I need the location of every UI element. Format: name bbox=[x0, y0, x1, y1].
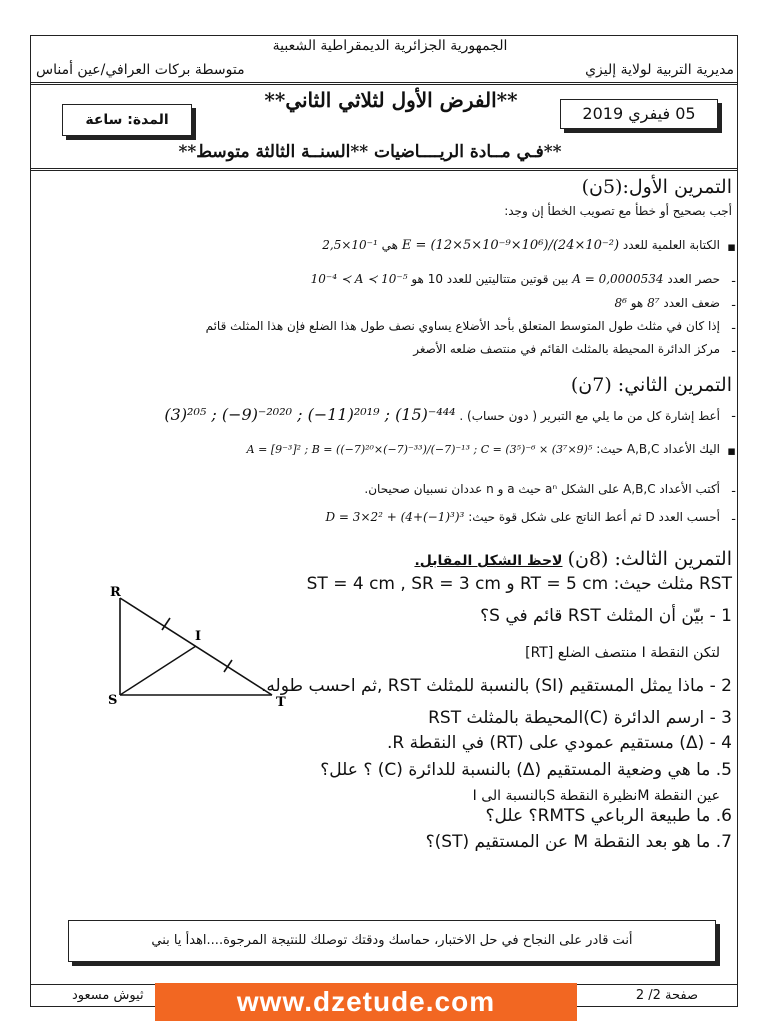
ex3-note: لتكن النقطة I منتصف الضلع [RT] bbox=[525, 645, 720, 661]
duration-label: المدة: ساعة bbox=[85, 112, 169, 128]
exam-title: **الفرض الأول لثلاثي الثاني** bbox=[264, 88, 518, 112]
bullet: - bbox=[731, 409, 736, 424]
ex2-item-3: أكتب الأعداد A,B,C على الشكل aⁿ حيث a و n عددان نسبيان صحيحان. bbox=[364, 482, 720, 496]
ex3-q1: 1 - بيّن أن المثلث RST قائم في S؟ bbox=[480, 606, 732, 626]
bullet: ▪ bbox=[727, 444, 736, 459]
republic-heading: الجمهورية الجزائرية الديمقراطية الشعبية bbox=[272, 38, 508, 54]
label-T: T bbox=[276, 695, 286, 710]
ex3-q2: 2 - ماذا يمثل المستقيم (SI) بالنسبة للمثلث RST ,ثم احسب طوله. bbox=[261, 676, 732, 696]
page-number: صفحة 2/ 2 bbox=[635, 988, 698, 1003]
label-I: I bbox=[195, 629, 202, 644]
bullet: - bbox=[731, 512, 736, 527]
label-R: R bbox=[110, 585, 121, 600]
ex3-title-note: لاحظ الشكل المقابل. bbox=[414, 553, 563, 569]
closing-message: أنت قادر على النجاح في حل الاختبار، حماسك ودقتك توصلك للنتيجة المرجوة....اهدأ يا بني bbox=[151, 933, 633, 948]
site-banner[interactable] bbox=[155, 983, 577, 1021]
duration-box bbox=[62, 104, 192, 136]
ex3-title-row bbox=[414, 548, 732, 570]
label-S: S bbox=[108, 693, 118, 708]
ex1-instruction: أجب بصحيح أو خطأ مع تصويب الخطأ إن وجد: bbox=[504, 204, 732, 218]
ex1-item-1: الكتابة العلمية للعدد E = (12×5×10⁻⁹×10⁶)/(24×10⁻²) هي 2,5×10⁻¹ bbox=[322, 238, 720, 253]
subject-line: **فـي مــادة الريــــاضيات **السنــة الثالثة متوسط** bbox=[178, 142, 562, 162]
ex2-item-2: اليك الأعداد A,B,C حيث: A = [9⁻³]² ; B = ((−7)²⁰×(−7)⁻³³)/(−7)⁻¹³ ; C = (3⁵)⁻⁶ × (3⁷×9)⁵ bbox=[246, 442, 720, 456]
site-url[interactable]: www.dzetude.com bbox=[236, 986, 496, 1017]
ex1-item-2: حصر العدد A = 0,0000534 بين قوتين متتاليتين للعدد 10 هو 10⁻⁴ ≺ A ≺ 10⁻⁵ bbox=[310, 272, 720, 286]
ex1-item-1-math: E = (12×5×10⁻⁹×10⁶)/(24×10⁻²) bbox=[401, 238, 620, 253]
ex1-item-4: إذا كان في مثلث طول المتوسط المتعلق بأحد الأضلاع يساوي نصف طول هذا الضلع فإن هذا المثلث قائم bbox=[205, 319, 720, 333]
ex1-item-3: ضعف العدد 8⁷ هو 8⁶ bbox=[614, 296, 720, 310]
ex3-q5b: عين النقطة Mنظيرة النقطة Sبالنسبة الى I bbox=[472, 788, 720, 804]
ex3-q5: 5. ما هي وضعية المستقيم (Δ) بالنسبة للدائرة (C) ؟ علل؟ bbox=[320, 760, 732, 780]
date-box bbox=[560, 99, 718, 129]
ex3-intro: RST مثلث حيث: RT = 5 cm و ST = 4 cm , SR = 3 cm bbox=[306, 574, 732, 594]
bullet: - bbox=[731, 298, 736, 313]
ex1-item-1-result: 2,5×10⁻¹ bbox=[322, 238, 378, 252]
ex2-item-1-math: (3)²⁰⁵ ; (−9)⁻²⁰²⁰ ; (−11)²⁰¹⁹ ; (15)⁻⁴⁴⁴ bbox=[164, 405, 456, 424]
directorate-label: مديرية التربية لولاية إليزي bbox=[585, 62, 734, 78]
teacher-name: ثيوش مسعود bbox=[72, 988, 144, 1003]
header-divider bbox=[30, 82, 738, 85]
ex1-title: التمرين الأول:(5ن) bbox=[581, 176, 732, 198]
ex2-item-4-math: D = 3×2² + (4+(−1)³)³ bbox=[325, 510, 465, 524]
exam-date: 05 فيفري 2019 bbox=[582, 104, 696, 123]
closing-message-box bbox=[68, 920, 716, 962]
triangle-figure bbox=[100, 582, 300, 712]
ex3-q4: 4 - (Δ) مستقيم عمودي على (RT) في النقطة R. bbox=[387, 733, 732, 753]
segment-SI bbox=[120, 646, 196, 695]
ex3-q6: 6. ما طبيعة الرباعي RMTS؟ علل؟ bbox=[485, 806, 732, 826]
ex2-item-4: أحسب العدد D ثم أعط الناتج على شكل قوة حيث: D = 3×2² + (4+(−1)³)³ bbox=[325, 510, 720, 524]
ex2-item-1: أعط إشارة كل من ما يلي مع التبرير ( دون حساب) . (3)²⁰⁵ ; (−9)⁻²⁰²⁰ ; (−11)²⁰¹⁹ ; (15)⁻⁴⁴⁴ bbox=[164, 405, 720, 424]
ex3-q7: 7. ما هو بعد النقطة M عن المستقيم (ST)؟ bbox=[425, 832, 732, 852]
ex2-item-2-math: A = [9⁻³]² ; B = ((−7)²⁰×(−7)⁻³³)/(−7)⁻¹³ ; C = (3⁵)⁻⁶ × (3⁷×9)⁵ bbox=[246, 443, 593, 456]
ex2-title: التمرين الثاني: (7ن) bbox=[570, 374, 732, 396]
bullet: - bbox=[731, 274, 736, 289]
bullet: - bbox=[731, 344, 736, 359]
subject-divider bbox=[30, 168, 738, 171]
ex3-q3: 3 - ارسم الدائرة (C)المحيطة بالمثلث RST bbox=[428, 708, 732, 728]
bullet: - bbox=[731, 484, 736, 499]
bullet: ▪ bbox=[727, 240, 736, 255]
ex1-item-5: مركز الدائرة المحيطة بالمثلث القائم في منتصف ضلعه الأصغر bbox=[413, 342, 720, 356]
school-label: متوسطة بركات العرافي/عين أمناس bbox=[36, 62, 245, 78]
bullet: - bbox=[731, 321, 736, 336]
ex3-title: التمرين الثالث: (8ن) bbox=[567, 548, 732, 570]
